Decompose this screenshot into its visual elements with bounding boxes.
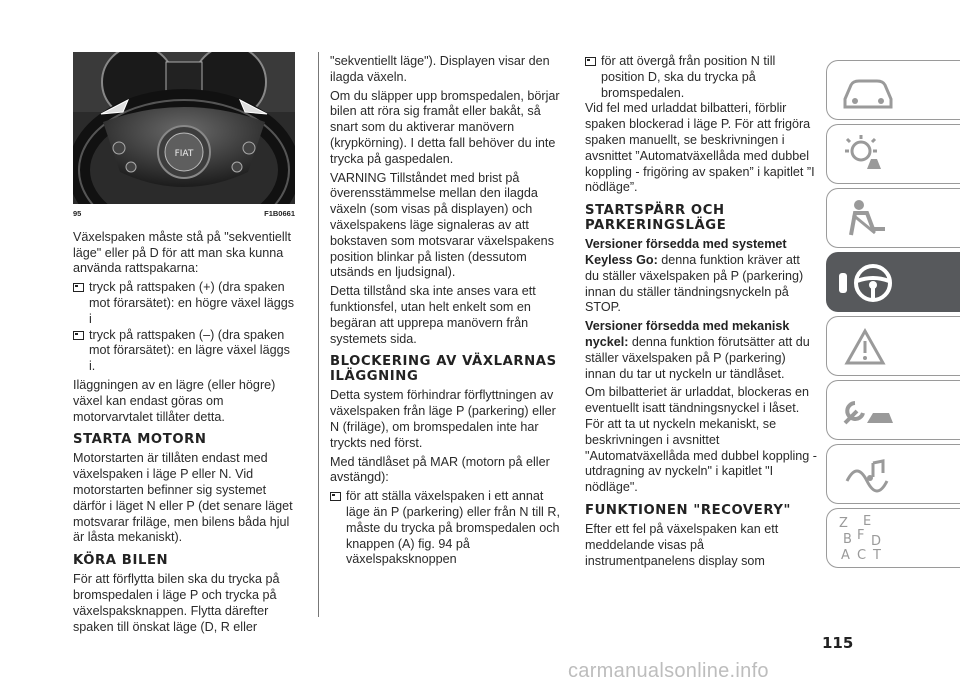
paragraph [585,237,817,316]
index-letters-icon [837,515,917,565]
paragraph: Växelspaken måste stå på "sekventiellt läge" eller på D för att man ska kunna använda rattspakarna: [73,229,291,276]
tab-seat-safety[interactable] [826,188,960,248]
column-1 [73,52,295,638]
paragraph: Om du släpper upp bromspedalen, börjar bilen att röra sig framåt eller bakåt, så snart som du aktiverar manövern (krypkörning). I detta fall behöver du inte trycka på gaspedalen. [330,88,560,166]
section-heading: BLOCKERING AV VÄXLARNAS ILÄGGNING [330,354,557,385]
svg-text:A: A [841,548,850,563]
seat-safety-icon [837,195,897,243]
figure-code: F1B0661 [264,209,295,218]
tab-starting-driving[interactable] [826,252,960,312]
bullet-text: för att ställa växelspaken i ett annat läge än P (parkering) eller från N till R, måste du trycka på bromspedalen och knappen (A) fig. 94 på växelspaksknoppen [346,489,560,567]
svg-text:B: B [843,532,852,547]
bold-lead: Versioner försedda med systemet Keyless Go: [585,237,787,267]
paragraph: Detta system förhindrar förflyttningen av växelspaken från läge P (parkering) eller N (friläge), om bromspedalen inte har tryckts ned först. [330,388,556,450]
bullet-text: tryck på rattspaken (–) (dra spaken mot förarsätet): en lägre växel läggs i. [89,327,290,374]
watermark: carmanualsonline.info [568,660,769,682]
paragraph: Efter ett fel på växelspaken kan ett meddelande visas på instrumentpanelens display som [585,521,779,568]
bullet-marker-icon [73,331,84,340]
tab-maintenance[interactable] [826,380,960,440]
section-heading: STARTA MOTORN [73,432,207,448]
svg-text:T: T [873,548,881,563]
multimedia-icon [837,451,897,499]
paragraph [585,319,817,382]
tab-multimedia[interactable] [826,444,960,504]
bullet-marker-icon [330,492,341,501]
tab-car[interactable] [826,60,960,120]
bullet-marker-icon [73,283,84,292]
section-heading: FUNKTIONEN "RECOVERY" [585,502,791,518]
paragraph: "sekventiellt läge"). Displayen visar den ilagda växeln. [330,54,550,84]
bullet-item [73,328,295,375]
svg-text:FIAT: FIAT [174,149,194,159]
paragraph: VARNING Tillståndet med brist på överensstämmelse mellan den ilagda växeln (som visas på displayen) och växelspakens läge signaleras av att bokstaven som motsvarar växelspakens position blinkar på listen (dessutom utsänds en ljudsignal). [330,170,554,280]
figure-number: 95 [73,209,82,218]
bullet-item [585,54,817,101]
steering-wheel-key-icon [837,259,897,307]
column-3 [585,54,817,572]
svg-text:F: F [857,528,865,543]
column-2 [330,54,560,568]
bullet-item [330,489,560,568]
paragraph-text: denna funktion kräver att du ställer växelspaken på P (parkering) innan du ställer tändningsnyckeln på STOP. [585,252,804,315]
svg-text:Z: Z [839,516,848,531]
car-icon [837,67,897,115]
paragraph-text: denna funktion förutsätter att du ställer växelspaken på P (parkering) innan du tar ut nyckeln ur tändlåset. [585,334,810,381]
figure-caption [73,206,295,222]
section-heading: KÖRA BILEN [73,553,169,569]
paragraph: För att förflytta bilen ska du trycka på bromspedalen i läge P och trycka på växelspaksknappen. Flytta därefter spaken till önskat läge (D, R eller [73,572,280,634]
bullet-text: tryck på rattspaken (+) (dra spaken mot förarsätet): en högre växel läggs i [89,280,295,326]
paragraph: Detta tillstånd ska inte anses vara ett funktionsfel, utan helt enkelt som en begäran att upprepa manövern från systemets sida. [330,284,536,346]
bullet-marker-icon [585,57,596,66]
dashboard-lights-icon [837,131,897,179]
tab-dashboard-lights[interactable] [826,124,960,184]
paragraph: Iläggningen av en lägre (eller högre) växel kan endast göras om motorvarvtalet tillåter detta. [73,377,276,424]
tab-index[interactable] [826,508,960,568]
paragraph: Om bilbatteriet är urladdat, blockeras en eventuellt isatt tändningsnyckel i låset. För att ta ut nyckeln mekaniskt, se beskrivningen i avsnittet "Automatväxellåda med dubbel koppling - utdragning av nyckeln" i kapitlet "I nödläge". [585,385,818,495]
page-number: 115 [822,634,854,652]
bullet-text: för att övergå från position N till position D, ska du trycka på bromspedalen. [601,54,776,100]
column-divider [318,52,319,617]
paragraph: Med tändlåset på MAR (motorn på eller avstängd): [330,454,550,485]
paragraph: Vid fel med urladdat bilbatteri, förblir spaken blockerad i läge P. För att frigöra spaken manuellt, se beskrivningen i avsnittet ”Automatväxellåda med dubbel koppling - frigöring av spaken” i kapitlet ”I nödläge”. [585,101,815,195]
tab-warning[interactable] [826,316,960,376]
wrench-car-icon [837,387,897,435]
svg-text:D: D [871,534,882,549]
bold-lead: Versioner försedda med mekanisk nyckel: [585,319,790,349]
steering-wheel-illustration [73,52,295,204]
paragraph: Motorstarten är tillåten endast med växelspaken i läge P eller N. Vid motorstarten befinner sig systemet därför i läget N eller P (det senare läget motsvarar friläge, men bilens båda hjul är låsta mekaniskt). [73,451,293,545]
section-heading: STARTSPÄRR OCH PARKERINGSLÄGE [585,203,727,234]
svg-text:C: C [857,548,867,563]
chapter-tabs [826,60,960,572]
steering-wheel-figure [73,52,295,204]
svg-text:E: E [863,515,872,529]
bullet-item [73,280,295,327]
warning-triangle-icon [837,323,897,371]
